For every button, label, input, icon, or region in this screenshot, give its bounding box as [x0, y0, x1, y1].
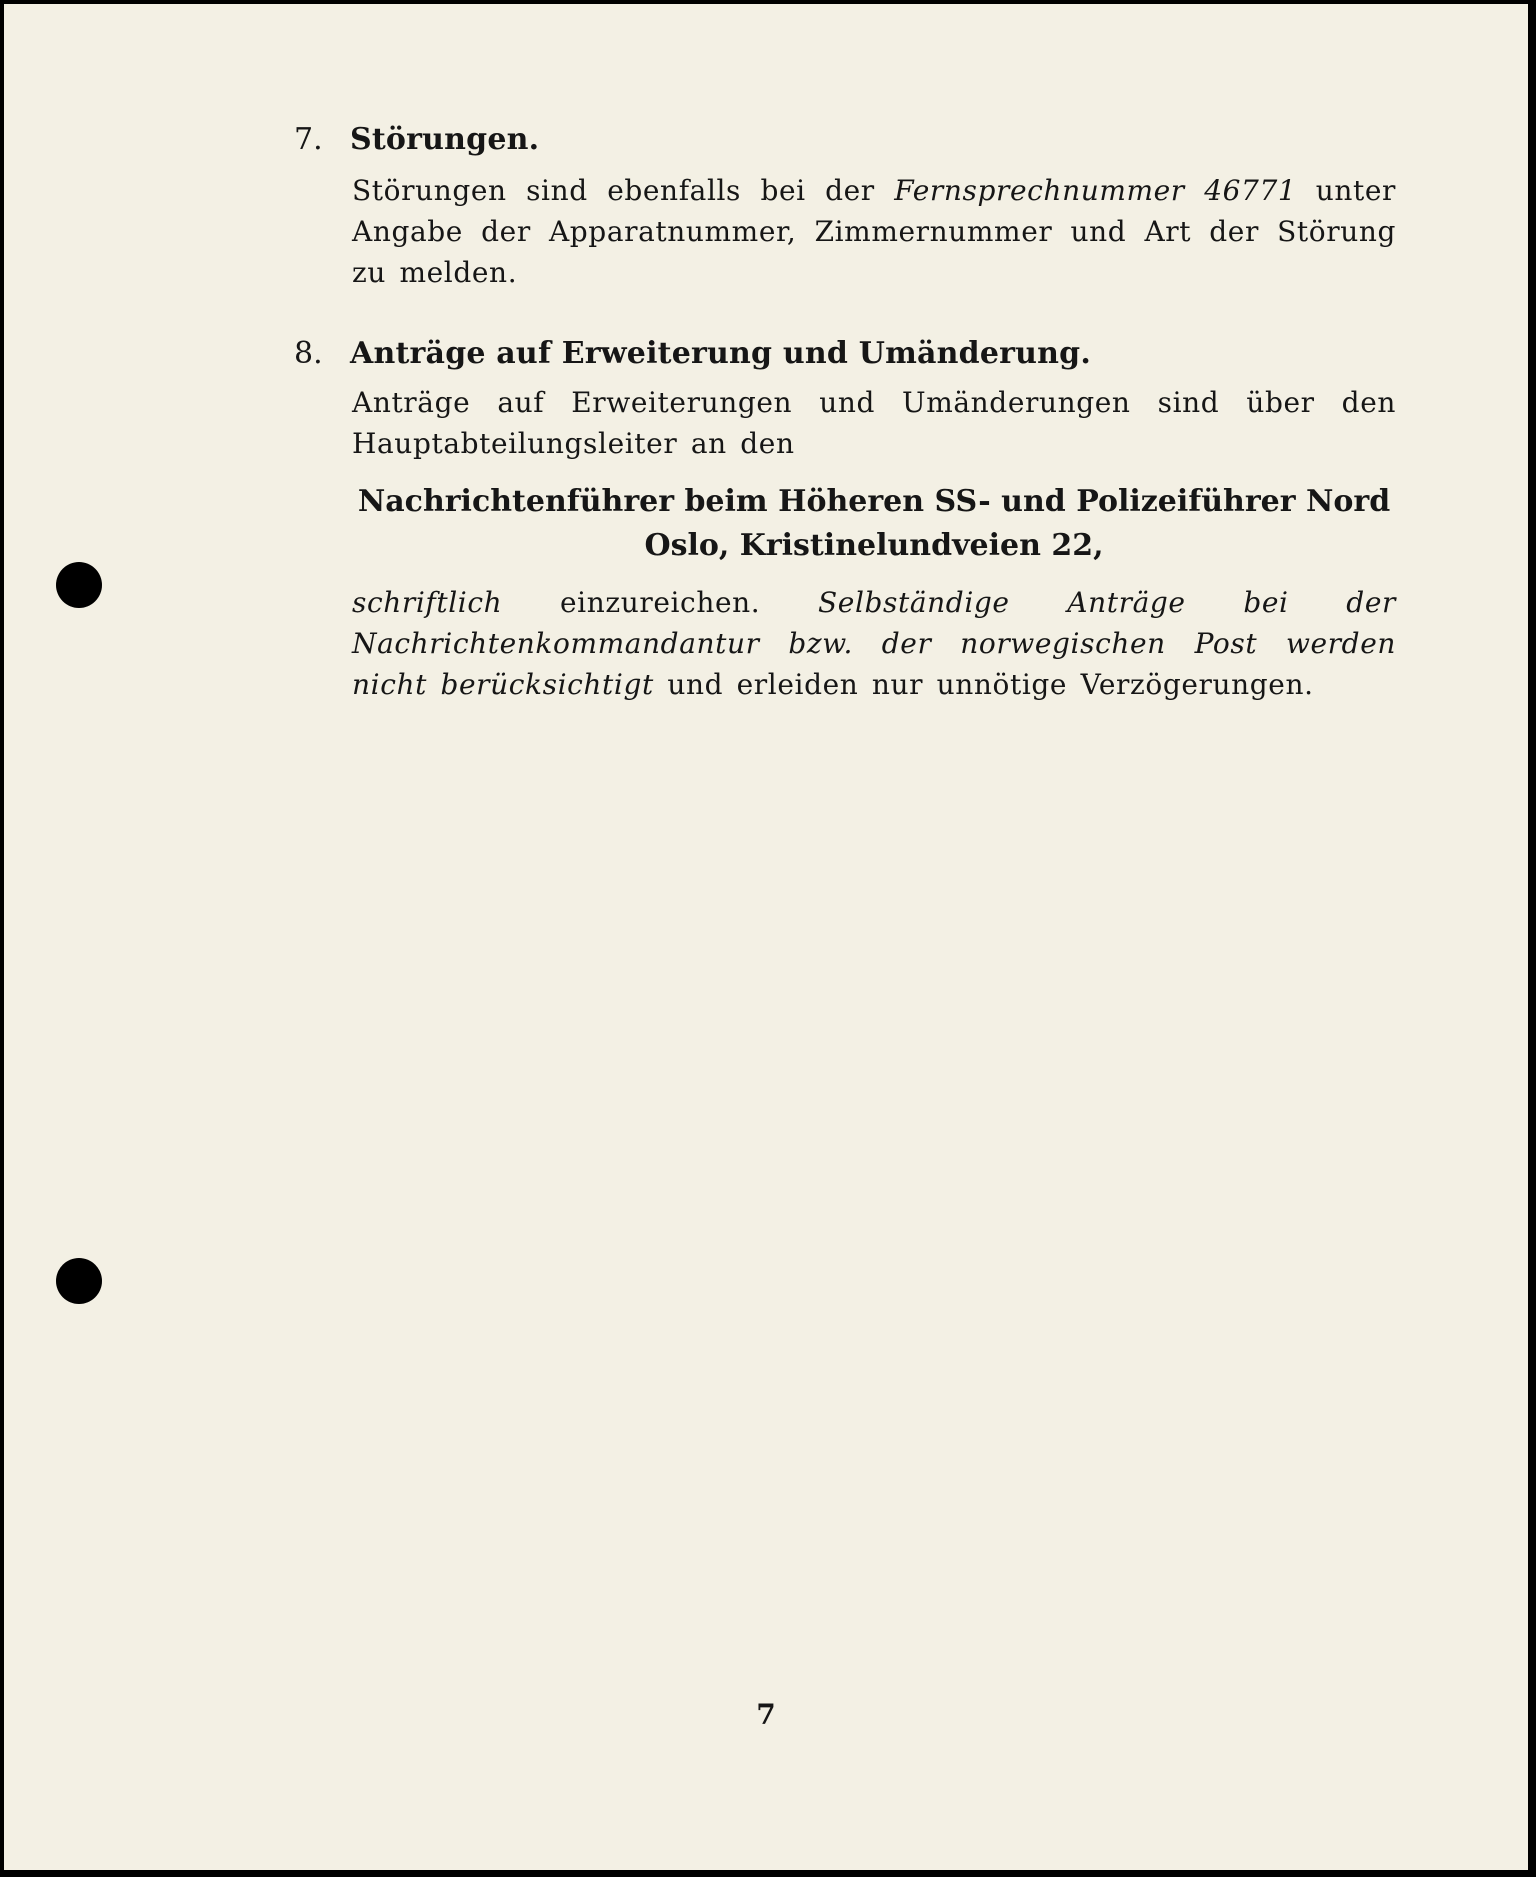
document-page: [4, 4, 1528, 1870]
page-number: 7: [756, 1698, 776, 1731]
section-7-text-1: Störungen sind ebenfalls bei der: [352, 174, 895, 207]
address-block: [352, 480, 1396, 568]
section-7-number: 7.: [294, 122, 323, 157]
punch-hole-top: [56, 562, 102, 608]
section-7-paragraph: [352, 170, 1396, 293]
address-line-1: Nachrichtenführer beim Höheren SS- und Polizeiführer Nord: [357, 484, 1391, 519]
section-7-heading: Störungen.: [350, 122, 540, 157]
section-8-intro: Anträge auf Erweiterungen und Umänderungen sind über den Hauptabteilungsleiter an den: [352, 386, 1396, 460]
phone-number-label: Fernsprechnummer 46771: [894, 174, 1297, 207]
closing-text-2: und erleiden nur unnötige Verzögerungen.: [653, 668, 1314, 701]
closing-emphasis-2: Selbständige Anträge bei der Nachrichtenkommandantur bzw. der norwegischen Post werden nicht berücksichtigt: [352, 586, 1396, 701]
address-line-2: Oslo, Kristinelundveien 22,: [644, 528, 1104, 563]
punch-hole-bottom: [56, 1258, 102, 1304]
section-8-heading: Anträge auf Erweiterung und Umänderung.: [350, 336, 1091, 371]
section-8-closing: [352, 582, 1396, 705]
section-7-text-2: unter Angabe der Apparatnummer, Zimmernummer und Art der Störung zu melden.: [352, 174, 1396, 289]
closing-text-1: einzureichen.: [502, 586, 819, 619]
closing-emphasis-1: schriftlich: [352, 586, 503, 619]
section-8-number: 8.: [294, 336, 323, 371]
